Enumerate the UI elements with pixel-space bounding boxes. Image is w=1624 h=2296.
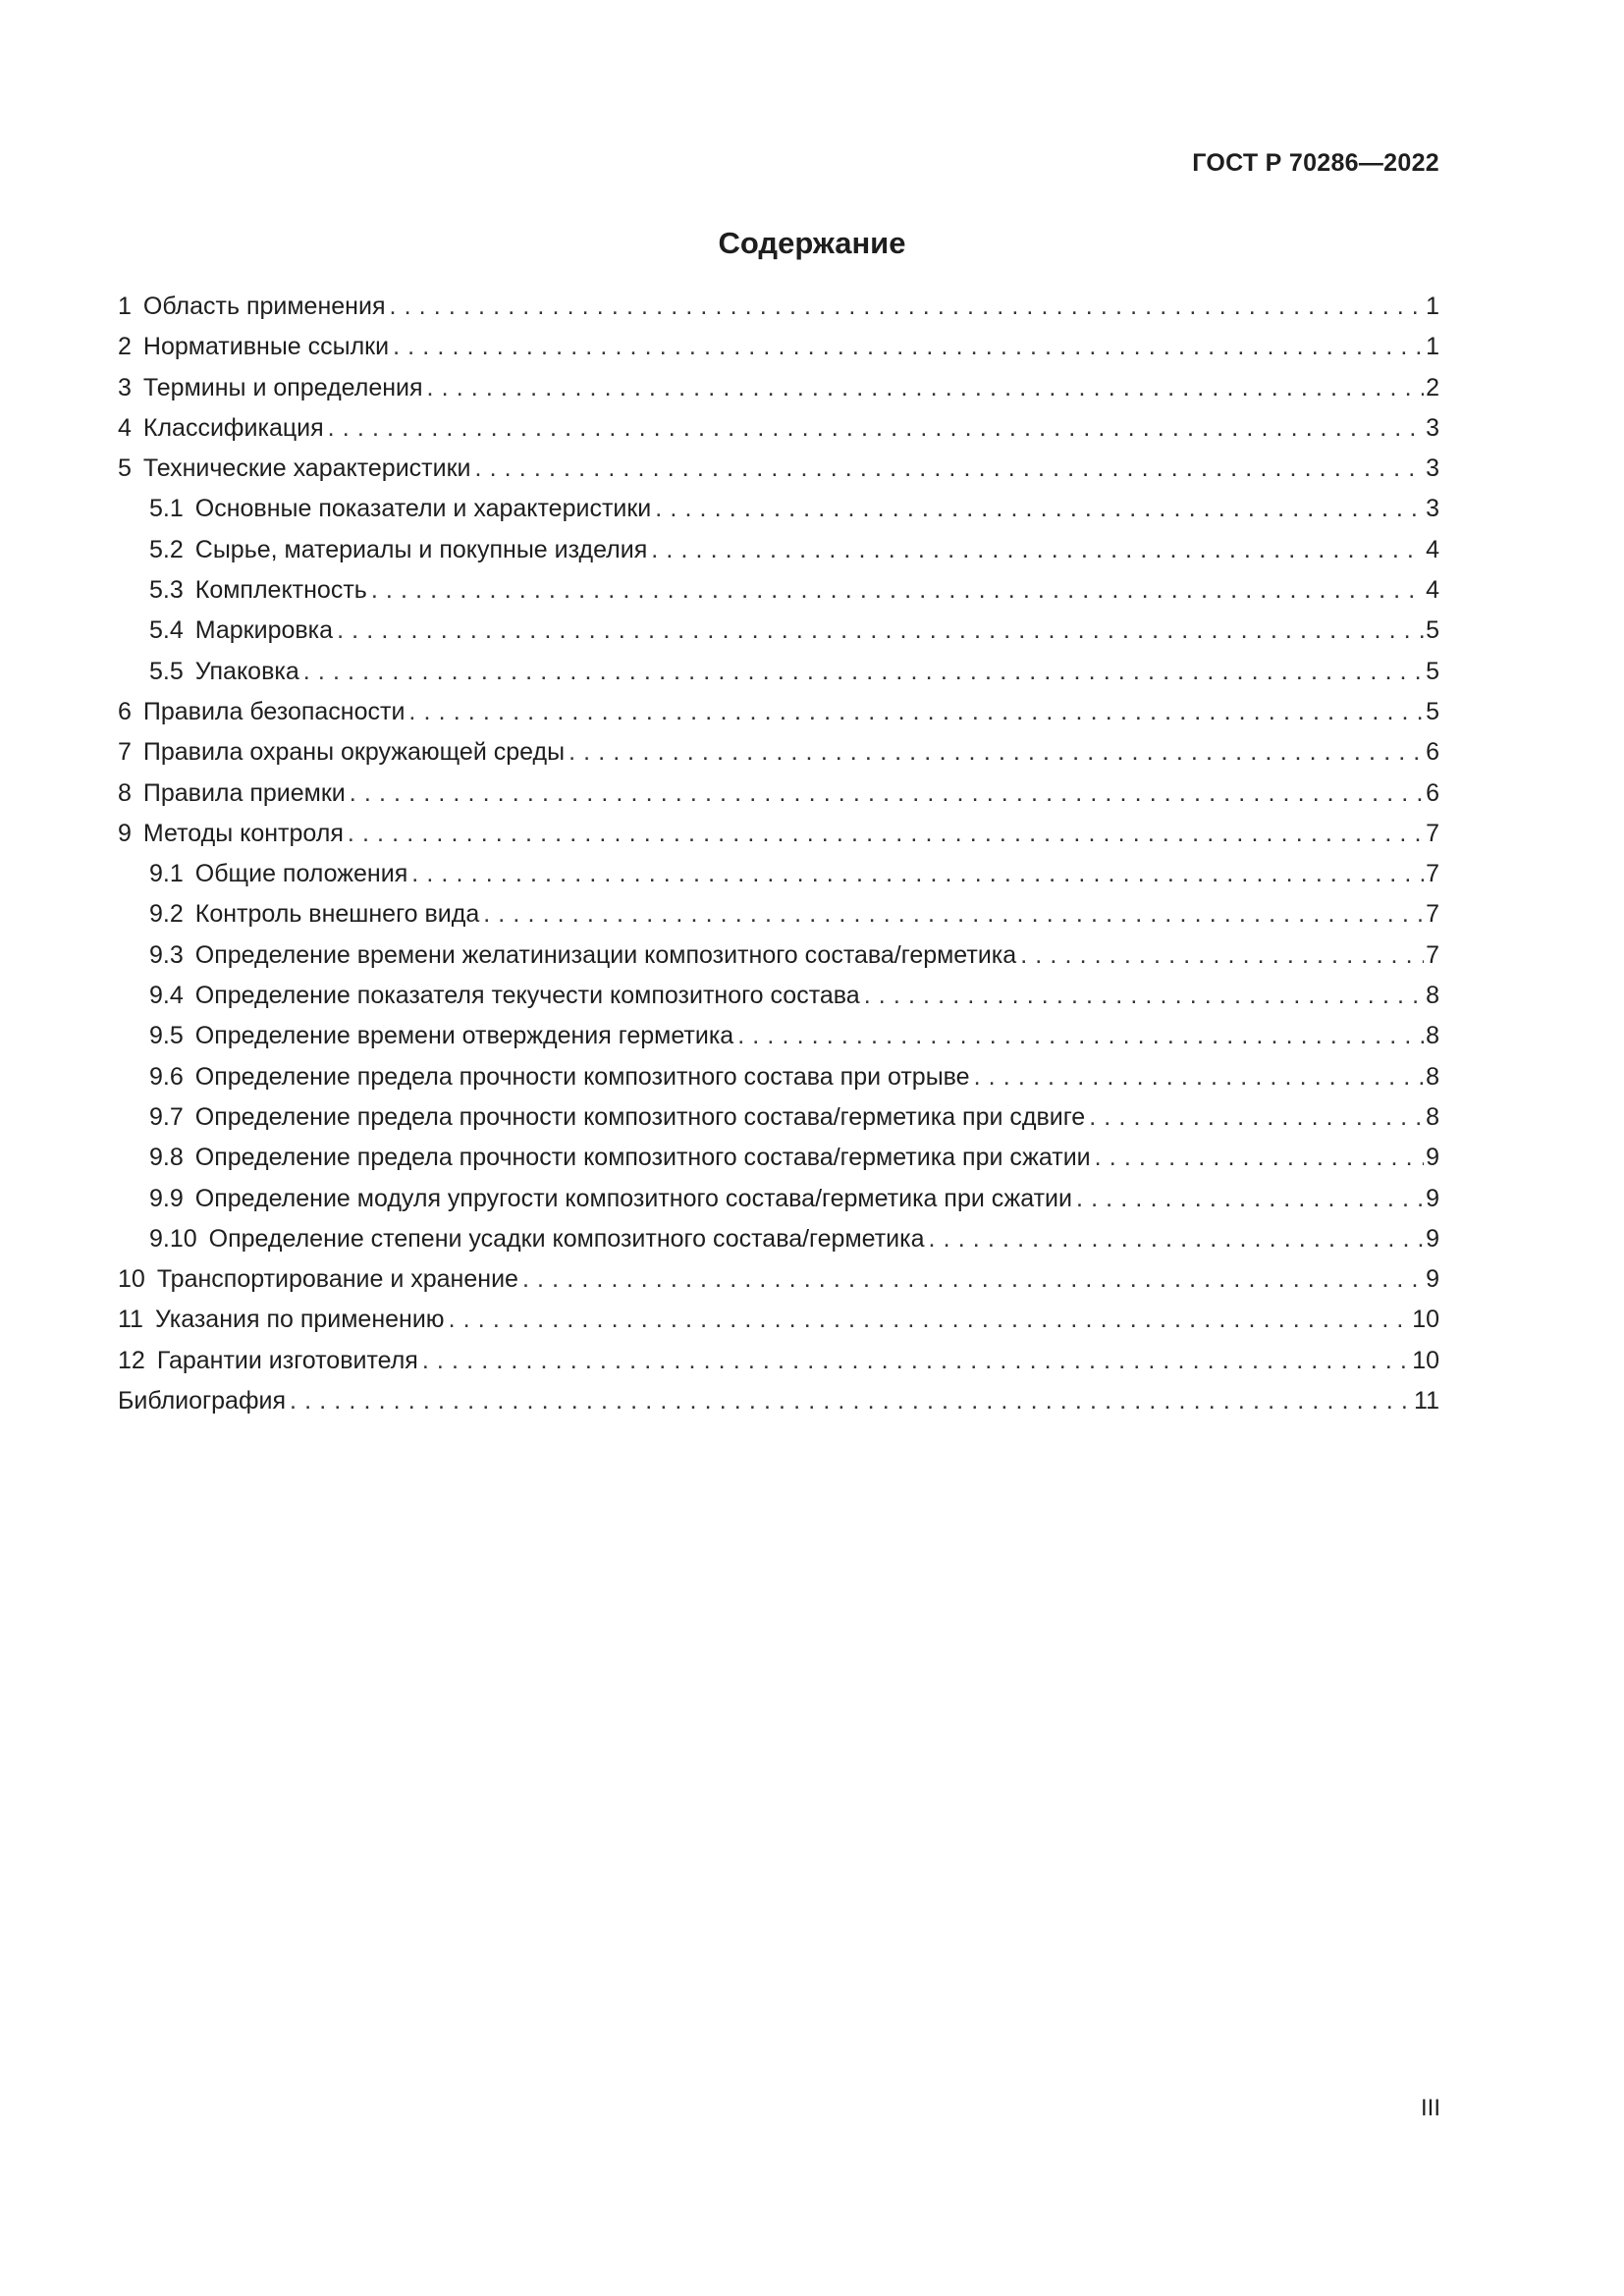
toc-entry-number: 9.10 bbox=[149, 1224, 197, 1253]
toc-entry[interactable] bbox=[118, 935, 1439, 976]
toc-entry-number: 9.7 bbox=[149, 1102, 184, 1131]
toc-dot-leader bbox=[427, 368, 1425, 408]
toc-entry-number: 4 bbox=[118, 413, 132, 442]
toc-entry-title: Определение степени усадки композитного состава/герметика bbox=[208, 1224, 925, 1253]
toc-entry[interactable] bbox=[118, 287, 1439, 327]
toc-entry-title: Транспортирование и хранение bbox=[156, 1265, 518, 1294]
toc-entry-page: 10 bbox=[1412, 1306, 1439, 1334]
toc-entry-page: 9 bbox=[1426, 1144, 1439, 1172]
toc-entry-number: 9.9 bbox=[149, 1184, 184, 1212]
toc-dot-leader bbox=[568, 732, 1424, 773]
toc-entry-page: 3 bbox=[1426, 454, 1439, 483]
toc-entry[interactable] bbox=[118, 1138, 1439, 1178]
toc-entry-title: Определение времени желатинизации композитного состава/герметика bbox=[194, 940, 1017, 969]
toc-entry[interactable] bbox=[118, 368, 1439, 408]
toc-entry[interactable] bbox=[118, 1097, 1439, 1138]
toc-entry-page: 7 bbox=[1426, 819, 1439, 847]
toc-entry-page: 11 bbox=[1414, 1387, 1439, 1415]
toc-entry-page: 4 bbox=[1426, 535, 1439, 563]
toc-entry-number: 7 bbox=[118, 738, 132, 767]
toc-entry-title: Определение предела прочности композитного состава/герметика при сжатии bbox=[194, 1144, 1091, 1172]
toc-entry-page: 8 bbox=[1426, 1102, 1439, 1131]
toc-dot-leader bbox=[1089, 1097, 1424, 1138]
toc-entry-number: 9.8 bbox=[149, 1144, 184, 1172]
toc-entry-number: 5.3 bbox=[149, 576, 184, 605]
toc-entry-number: 5.4 bbox=[149, 616, 184, 645]
toc-entry-number: 1 bbox=[118, 293, 132, 320]
toc-entry-page: 1 bbox=[1426, 293, 1439, 320]
toc-entry-page: 6 bbox=[1426, 778, 1439, 807]
toc-entry-title: Правила охраны окружающей среды bbox=[142, 738, 566, 767]
toc-entry-page: 7 bbox=[1426, 900, 1439, 929]
toc-entry-title: Комплектность bbox=[194, 576, 367, 605]
toc-entry-page: 4 bbox=[1426, 576, 1439, 605]
toc-entry-title: Определение модуля упругости композитного состава/герметика при сжатии bbox=[194, 1184, 1072, 1212]
toc-entry-page: 8 bbox=[1426, 1022, 1439, 1050]
toc-entry-title: Контроль внешнего вида bbox=[194, 900, 480, 929]
toc-entry-page: 9 bbox=[1426, 1265, 1439, 1294]
toc-entry[interactable] bbox=[118, 449, 1439, 489]
toc-dot-leader bbox=[290, 1381, 1412, 1421]
page-number: III bbox=[1420, 2095, 1440, 2121]
toc-entry[interactable] bbox=[118, 1259, 1439, 1300]
toc-entry-page: 5 bbox=[1426, 657, 1439, 685]
toc-entry-page: 10 bbox=[1412, 1346, 1439, 1374]
toc-entry[interactable] bbox=[118, 774, 1439, 814]
toc-entry-title: Маркировка bbox=[194, 616, 334, 645]
toc-entry-page: 6 bbox=[1426, 738, 1439, 767]
toc-dot-leader bbox=[1020, 935, 1424, 976]
toc-entry-title: Определение предела прочности композитного состава при отрыве bbox=[194, 1062, 970, 1091]
toc-entry[interactable] bbox=[118, 1381, 1439, 1421]
toc-dot-leader bbox=[350, 774, 1424, 814]
toc-entry-title: Термины и определения bbox=[142, 373, 423, 401]
toc-entry-number: 9.6 bbox=[149, 1062, 184, 1091]
toc-entry-page: 7 bbox=[1426, 940, 1439, 969]
toc-entry-title: Указания по применению bbox=[154, 1306, 445, 1334]
toc-entry-page: 3 bbox=[1426, 413, 1439, 442]
toc-entry[interactable] bbox=[118, 894, 1439, 934]
toc-entry-number: 5.1 bbox=[149, 495, 184, 523]
toc-entry[interactable] bbox=[118, 976, 1439, 1016]
toc-entry-title: Гарантии изготовителя bbox=[156, 1346, 418, 1374]
toc-entry-title: Методы контроля bbox=[142, 819, 344, 847]
toc-entry[interactable] bbox=[118, 611, 1439, 651]
toc-entry-page: 5 bbox=[1426, 697, 1439, 725]
toc-entry-number: 12 bbox=[118, 1346, 145, 1374]
toc-entry-title: Определение предела прочности композитного состава/герметика при сдвиге bbox=[194, 1102, 1086, 1131]
toc-entry-title: Общие положения bbox=[194, 860, 408, 888]
toc-entry-title: Правила приемки bbox=[142, 778, 346, 807]
document-code: ГОСТ Р 70286—2022 bbox=[1192, 149, 1439, 177]
toc-dot-leader bbox=[389, 287, 1424, 327]
toc-entry-number: 3 bbox=[118, 373, 132, 401]
toc-dot-leader bbox=[303, 652, 1424, 692]
toc-entry-number: 5 bbox=[118, 454, 132, 483]
toc-dot-leader bbox=[864, 976, 1424, 1016]
toc-entry-number: 5.5 bbox=[149, 657, 184, 685]
toc-entry[interactable] bbox=[118, 1016, 1439, 1056]
toc-entry-page: 3 bbox=[1426, 495, 1439, 523]
toc-entry-page: 7 bbox=[1426, 860, 1439, 888]
toc-entry[interactable] bbox=[118, 570, 1439, 611]
toc-entry[interactable] bbox=[118, 652, 1439, 692]
toc-dot-leader bbox=[522, 1259, 1424, 1300]
toc-entry[interactable] bbox=[118, 854, 1439, 894]
toc-entry[interactable] bbox=[118, 530, 1439, 570]
toc-dot-leader bbox=[655, 489, 1424, 529]
toc-entry[interactable] bbox=[118, 732, 1439, 773]
toc-dot-leader bbox=[1095, 1138, 1424, 1178]
toc-entry[interactable] bbox=[118, 489, 1439, 529]
toc-entry-title: Нормативные ссылки bbox=[142, 333, 390, 361]
toc-dot-leader bbox=[737, 1016, 1424, 1056]
toc-entry-title: Область применения bbox=[142, 293, 386, 320]
toc-dot-leader bbox=[337, 611, 1424, 651]
toc-dot-leader bbox=[929, 1219, 1425, 1259]
toc-entry-number: 9.5 bbox=[149, 1022, 184, 1050]
toc-entry-page: 8 bbox=[1426, 1062, 1439, 1091]
toc-entry[interactable] bbox=[118, 1057, 1439, 1097]
toc-entry-page: 1 bbox=[1426, 333, 1439, 361]
toc-entry-title: Библиография bbox=[118, 1387, 287, 1415]
toc-dot-leader bbox=[411, 854, 1424, 894]
toc-entry-number: 6 bbox=[118, 697, 132, 725]
toc-entry-number: 8 bbox=[118, 778, 132, 807]
toc-entry-number: 5.2 bbox=[149, 535, 184, 563]
toc-entry-number: 9.1 bbox=[149, 860, 184, 888]
toc-dot-leader bbox=[371, 570, 1424, 611]
toc-dot-leader bbox=[651, 530, 1424, 570]
toc-entry-number: 9 bbox=[118, 819, 132, 847]
toc-dot-leader bbox=[974, 1057, 1425, 1097]
toc-entry-number: 2 bbox=[118, 333, 132, 361]
toc-dot-leader bbox=[475, 449, 1425, 489]
toc-entry[interactable] bbox=[118, 327, 1439, 367]
toc-entry-title: Основные показатели и характеристики bbox=[194, 495, 652, 523]
toc-dot-leader bbox=[1076, 1179, 1424, 1219]
toc-entry-page: 8 bbox=[1426, 982, 1439, 1010]
toc-entry-title: Правила безопасности bbox=[142, 697, 406, 725]
toc-entry-number: 11 bbox=[118, 1306, 143, 1334]
toc-entry-title: Классификация bbox=[142, 413, 324, 442]
toc-entry[interactable] bbox=[118, 1341, 1439, 1381]
toc-dot-leader bbox=[393, 327, 1424, 367]
toc-dot-leader bbox=[408, 692, 1424, 732]
toc-entry-title: Сырье, материалы и покупные изделия bbox=[194, 535, 648, 563]
toc-entry-page: 5 bbox=[1426, 616, 1439, 645]
toc-dot-leader bbox=[483, 894, 1424, 934]
toc-entry[interactable] bbox=[118, 1300, 1439, 1340]
toc-entry[interactable] bbox=[118, 408, 1439, 449]
toc-entry-title: Упаковка bbox=[194, 657, 299, 685]
toc-entry-title: Определение времени отверждения герметика bbox=[194, 1022, 734, 1050]
toc-entry[interactable] bbox=[118, 692, 1439, 732]
toc-entry-page: 2 bbox=[1426, 373, 1439, 401]
toc-dot-leader bbox=[449, 1300, 1411, 1340]
toc-entry-page: 9 bbox=[1426, 1224, 1439, 1253]
toc-dot-leader bbox=[422, 1341, 1410, 1381]
toc-entry[interactable] bbox=[118, 1219, 1439, 1259]
toc-entry[interactable] bbox=[118, 814, 1439, 854]
toc-entry-title: Технические характеристики bbox=[142, 454, 471, 483]
toc-dot-leader bbox=[348, 814, 1424, 854]
toc-entry-title: Определение показателя текучести композитного состава bbox=[194, 982, 860, 1010]
toc-dot-leader bbox=[328, 408, 1424, 449]
toc-title: Содержание bbox=[718, 226, 906, 260]
toc-entry[interactable] bbox=[118, 1179, 1439, 1219]
toc-entry-number: 9.2 bbox=[149, 900, 184, 929]
toc-entry-page: 9 bbox=[1426, 1184, 1439, 1212]
table-of-contents bbox=[118, 287, 1439, 1421]
toc-entry-number: 9.4 bbox=[149, 982, 184, 1010]
toc-entry-number: 10 bbox=[118, 1265, 145, 1294]
toc-entry-number: 9.3 bbox=[149, 940, 184, 969]
